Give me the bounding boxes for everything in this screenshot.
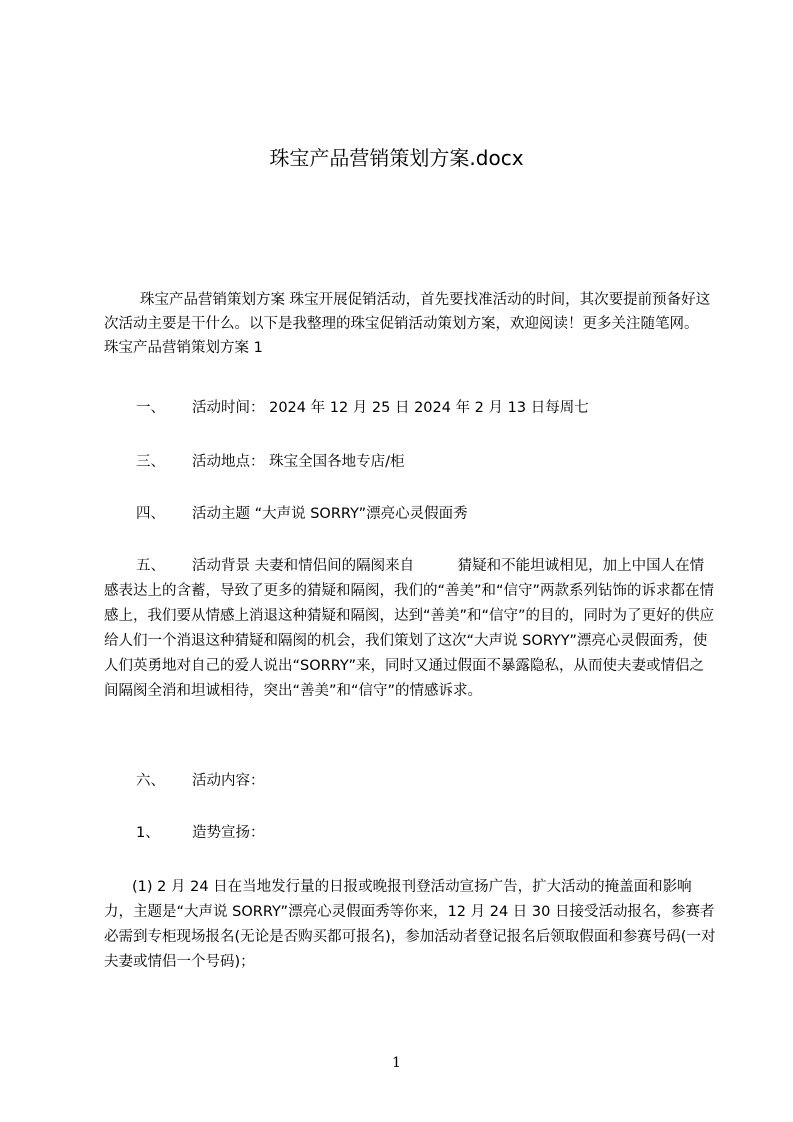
item-number: 六、: [136, 773, 165, 789]
item-text: 活动时间： 2024 年 12 月 25 日 2024 年 2 月 13 日每周七: [192, 400, 589, 416]
item-number: 1、: [136, 825, 160, 841]
activity-content-heading: [104, 769, 716, 793]
heading-text: 造势宣扬：: [192, 825, 265, 841]
item-number: 三、: [136, 454, 165, 470]
activity-theme-item: [104, 502, 716, 526]
item-number: 一、: [136, 400, 165, 416]
page-number: 1: [392, 1055, 401, 1071]
promotion-subheading: [104, 821, 716, 845]
item-text: 活动主题 “大声说 SORRY”漂亮心灵假面秀: [192, 506, 468, 522]
item-number: 四、: [136, 506, 165, 522]
activity-time-item: [104, 396, 716, 420]
announcement-paragraph: (1) 2 月 24 日在当地发行量的日报或晚报刊登活动宣扬广告，扩大活动的掩盖面和影响力，主题是“大声说 SORRY”漂亮心灵假面秀等你来，12 月 24 日 30 日接受活动报名，参赛者必需到专柜现场报名(无论是否购买都可报名)，参加活动者登记报名后领取假面和参赛号码(一对夫妻或情侣一个号码)；: [104, 879, 716, 970]
heading-text: 活动内容：: [192, 773, 265, 789]
background-text: 活动背景 夫妻和情侣间的隔阂来自 猜疑和不能坦诚相见，加上中国人在情感表达上的含蓄，导致了更多的猜疑和隔阂，我们的“善美”和“信守”两款系列钻饰的诉求都在情感上，我们要从情感上消退这种猜疑和隔阂，达到“善美”和“信守”的目的，同时为了更好的供应给人们一个消退这种猜疑和隔阂的机会，我们策划了这次“大声说 SORYY”漂亮心灵假面秀，使人们英勇地对自己的爱人说出“SORRY”来，同时又通过假面不暴露隐私，从而使夫妻或情侣之间隔阂全消和坦诚相待，突出“善美”和“信守”的情感诉求。: [104, 558, 715, 699]
activity-location-item: [104, 450, 716, 474]
item-text: 活动地点： 珠宝全国各地专店/柜: [192, 454, 405, 470]
activity-background-paragraph: [104, 554, 716, 704]
document-title: 珠宝产品营销策划方案.docx: [269, 146, 524, 170]
intro-paragraph: 珠宝产品营销策划方案 珠宝开展促销活动，首先要找准活动的时间，其次要提前预备好这次活动主要是干什么。以下是我整理的珠宝促销活动策划方案，欢迎阅读！更多关注随笔网。 珠宝产品营销策划方案 1: [104, 292, 711, 356]
item-number: 五、: [136, 558, 165, 574]
